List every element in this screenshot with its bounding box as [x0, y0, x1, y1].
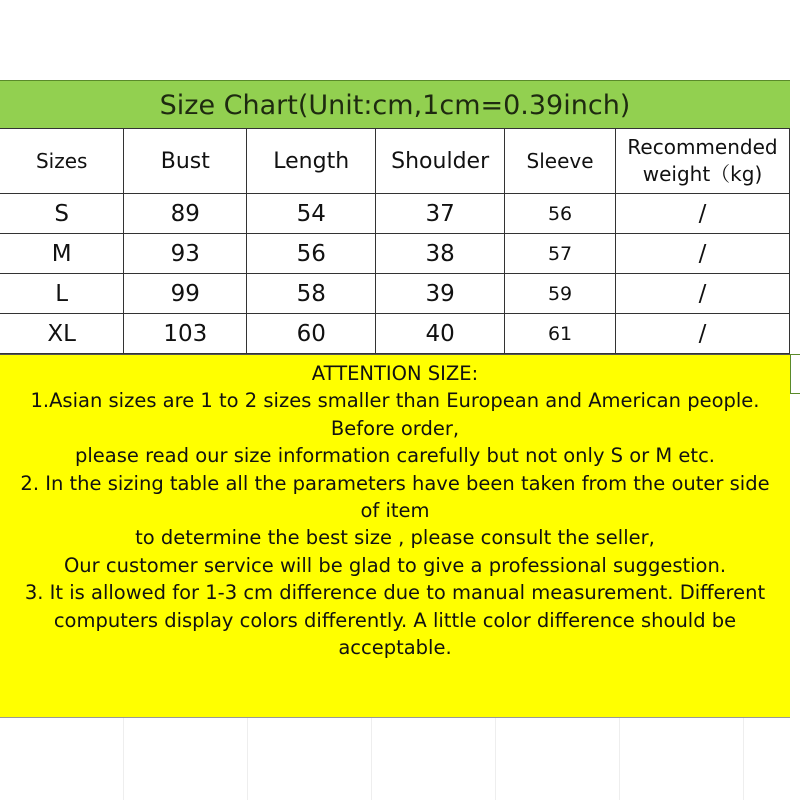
- notice-line: please read our size information carefully but not only S or M etc.: [75, 444, 715, 468]
- table-cell: 99: [124, 274, 247, 314]
- notice-line: 1.Asian sizes are 1 to 2 sizes smaller than European and American people. Before order,: [30, 389, 760, 440]
- table-cell: 56: [505, 194, 616, 234]
- header-length: Length: [247, 129, 376, 194]
- table-cell: 54: [247, 194, 376, 234]
- size-chart-title: Size Chart(Unit:cm,1cm=0.39inch): [0, 80, 790, 129]
- table-row: [0, 274, 790, 314]
- table-cell: L: [0, 274, 124, 314]
- table-cell: 39: [376, 274, 505, 314]
- header-bust: Bust: [124, 129, 247, 194]
- table-cell: XL: [0, 314, 124, 354]
- table-cell: 38: [376, 234, 505, 274]
- table-cell: 57: [505, 234, 616, 274]
- background-grid: [0, 718, 790, 800]
- table-cell: S: [0, 194, 124, 234]
- header-row: [0, 129, 790, 194]
- table-cell: 59: [505, 274, 616, 314]
- table-cell: 40: [376, 314, 505, 354]
- table-cell: /: [616, 274, 790, 314]
- attention-notice: [0, 354, 790, 718]
- table-cell: 103: [124, 314, 247, 354]
- table-cell: 58: [247, 274, 376, 314]
- table-cell: M: [0, 234, 124, 274]
- notice-line: ATTENTION SIZE:: [311, 362, 479, 385]
- notice-line: computers display colors differently. A little color difference should be acceptable.: [53, 608, 737, 660]
- notice-line: to determine the best size , please consult the seller,: [135, 526, 655, 550]
- table-row: [0, 234, 790, 274]
- table-cell: 60: [247, 314, 376, 354]
- header-weight: Recommended weight（kg): [616, 129, 790, 194]
- header-shoulder: Shoulder: [376, 129, 505, 194]
- table-cell: /: [616, 314, 790, 354]
- table-cell: 37: [376, 194, 505, 234]
- header-sleeve: Sleeve: [505, 129, 616, 194]
- notice-line: 2. In the sizing table all the parameters have been taken from the outer side of item: [20, 471, 770, 523]
- table-cell: 93: [124, 234, 247, 274]
- table-row: [0, 194, 790, 234]
- cell-edge: [790, 354, 800, 394]
- table-cell: 89: [124, 194, 247, 234]
- table-cell: /: [616, 234, 790, 274]
- notice-line: 3. It is allowed for 1-3 cm difference due to manual measurement. Different: [24, 581, 766, 605]
- table-cell: 61: [505, 314, 616, 354]
- header-sizes: Sizes: [0, 129, 124, 194]
- table-cell: /: [616, 194, 790, 234]
- size-table: [0, 128, 790, 354]
- notice-line: Our customer service will be glad to give a professional suggestion.: [63, 553, 727, 577]
- table-cell: 56: [247, 234, 376, 274]
- table-row: [0, 314, 790, 354]
